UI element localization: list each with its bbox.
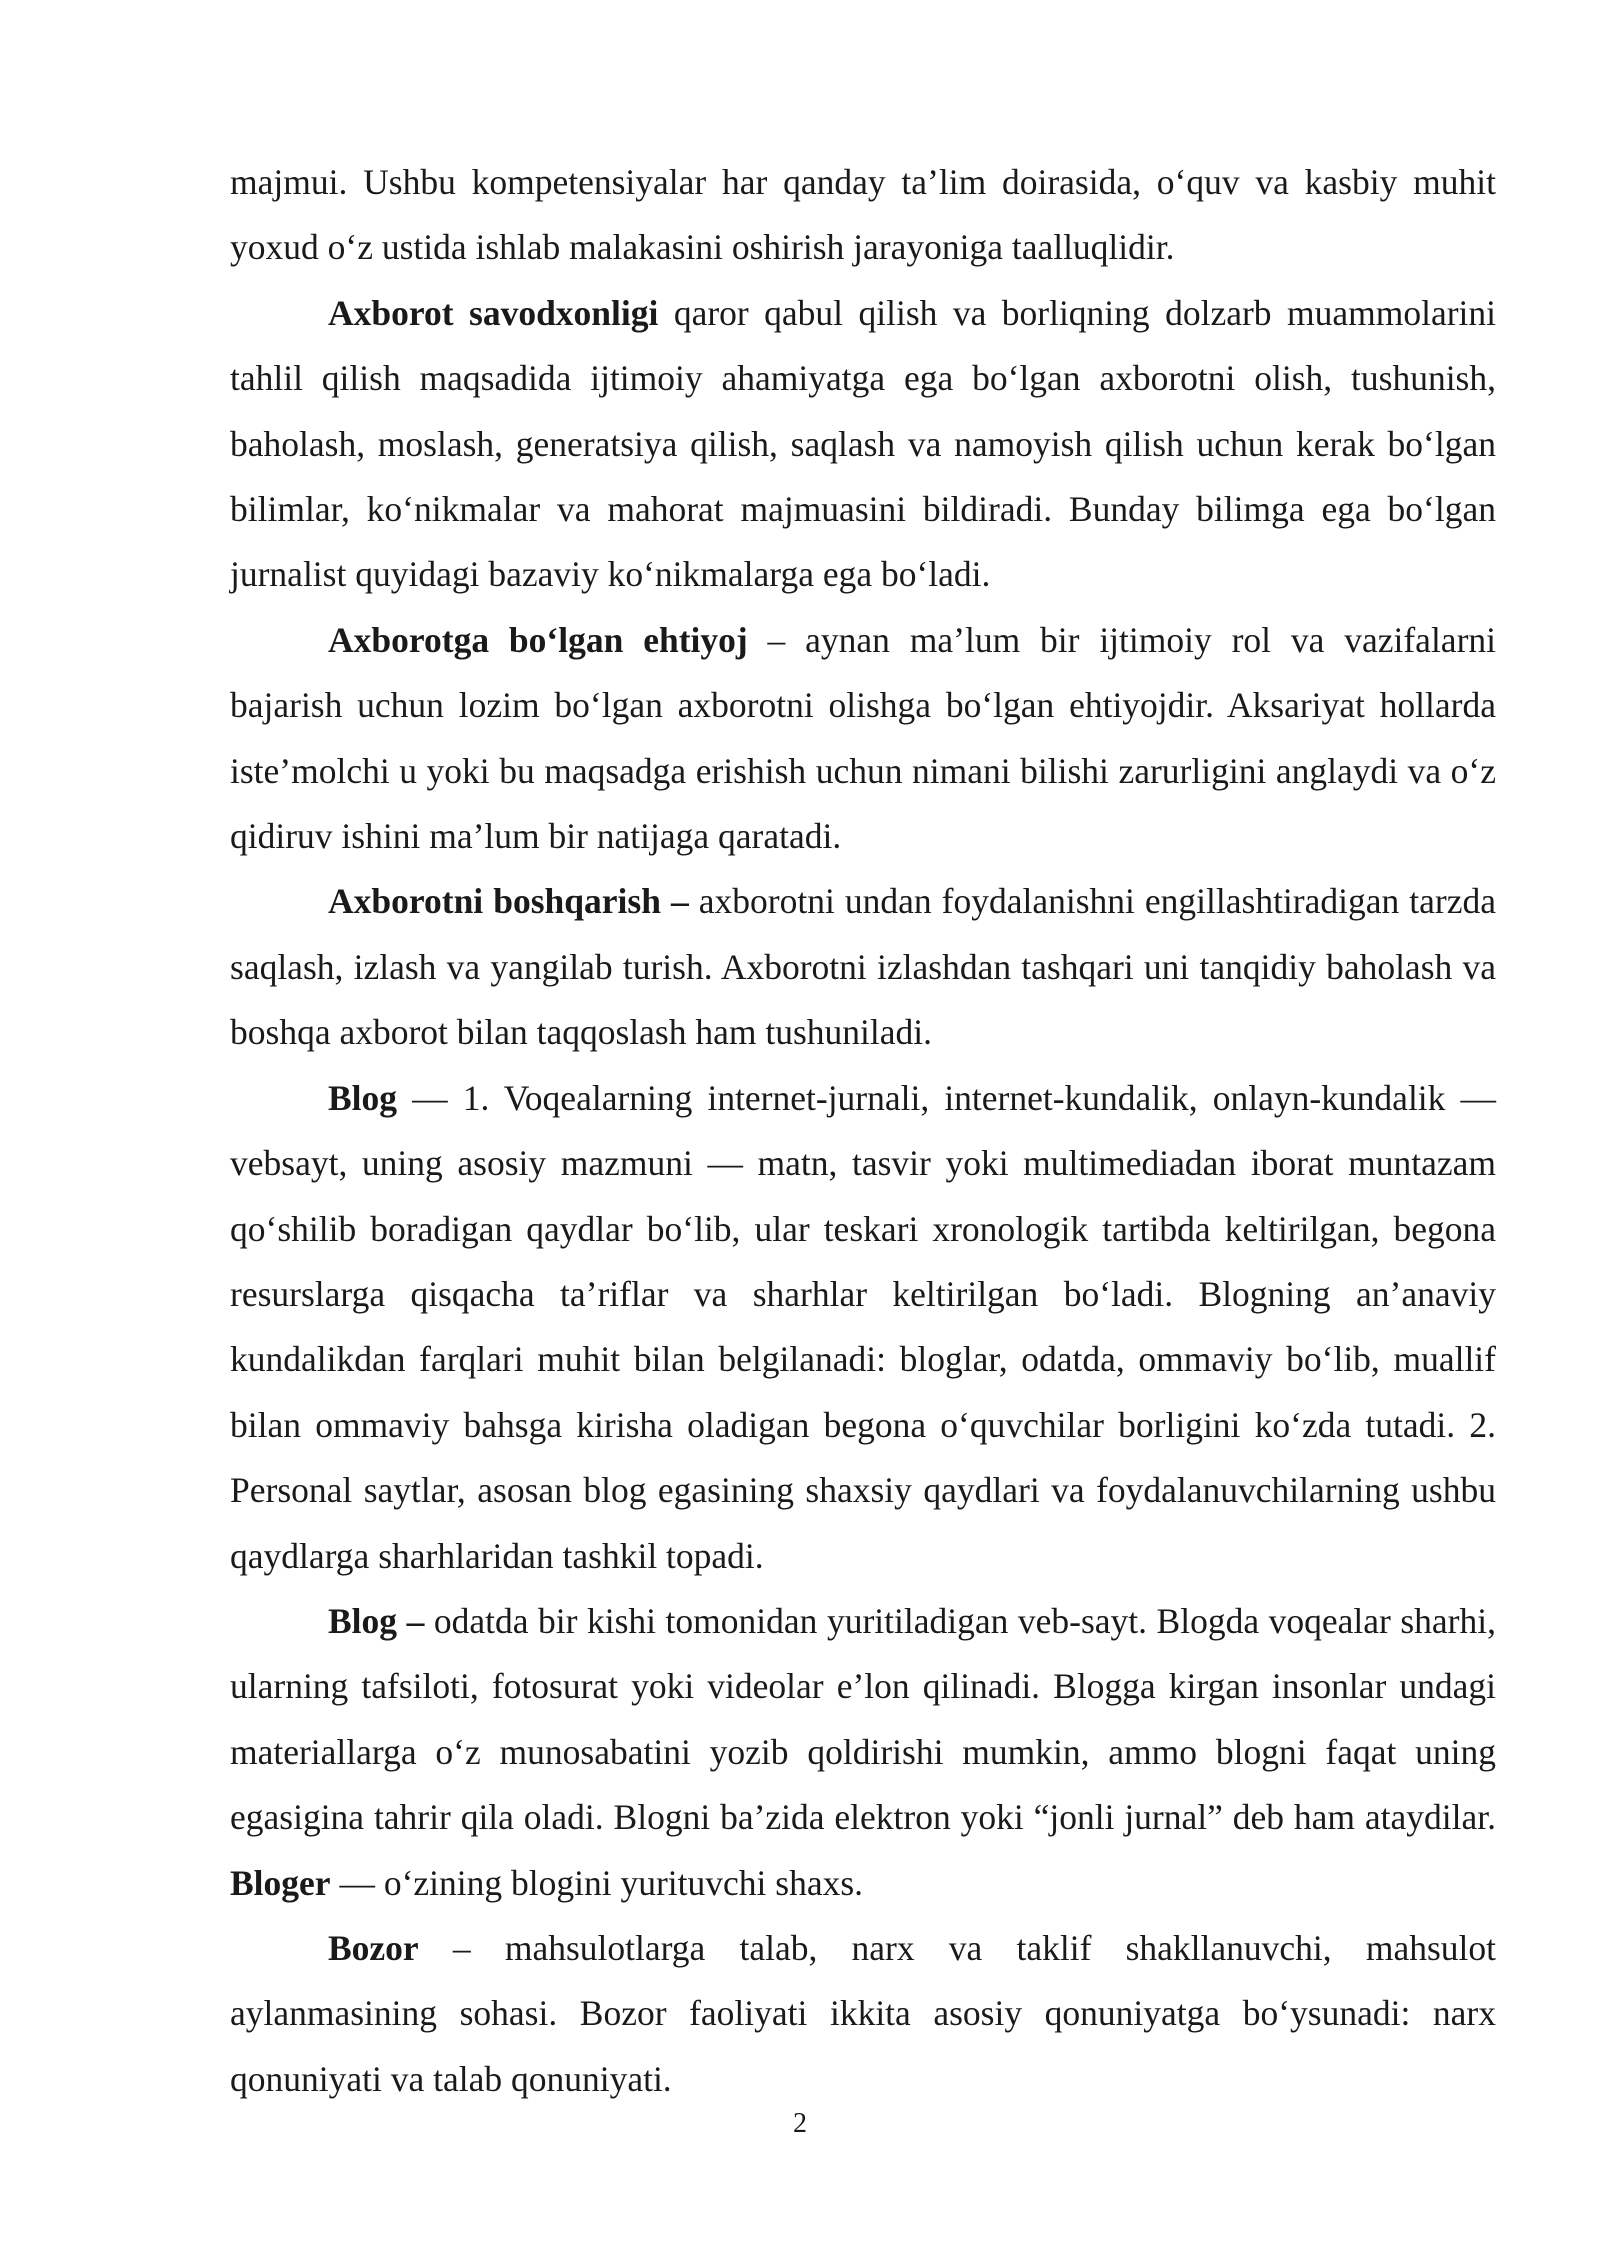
- term-heading: Blog –: [328, 1600, 425, 1641]
- body-text: [230, 150, 1496, 2112]
- term-heading: Axborotga bo‘lgan ehtiyoj: [328, 619, 748, 660]
- definition-blog-2: [230, 1589, 1496, 1916]
- definition-axborotni-boshqarish: [230, 869, 1496, 1065]
- term-heading: Axborotni boshqarish –: [328, 881, 689, 922]
- definition-text: qaror qabul qilish va borliqning dolzarb muammolarini tahlil qilish maqsadida ijtimoiy ahamiyatga ega bo‘lgan axborotni olish, tushunish, baholash, moslash, generatsiya qilish, saqlash va namoyish qilish uchun kerak bo‘lgan bilimlar, ko‘nikmalar va mahorat majmuasini bildiradi. Bunday bilimga ega bo‘lgan jurnalist quyidagi bazaviy ko‘nikmalarga ega bo‘ladi.: [230, 292, 1496, 595]
- term-heading: Axborot savodxonligi: [328, 292, 659, 333]
- term-heading: Bozor: [328, 1927, 419, 1968]
- definition-text: – mahsulotlarga talab, narx va taklif shakllanuvchi, mahsulot aylanmasining sohasi. Bozor faoliyati ikkita asosiy qonuniyatga bo‘ysunadi: narx qonuniyati va talab qonuniyati.: [230, 1927, 1496, 2099]
- definition-axborotga-bolgan-ehtiyoj: [230, 608, 1496, 870]
- definition-text: odatda bir kishi tomonidan yuritiladigan veb-sayt. Blogda voqealar sharhi, ularning tafsiloti, fotosurat yoki videolar e’lon qilinadi. Blogga kirgan insonlar undagi materiallarga o‘z munosabatini yozib qoldirishi mumkin, ammo blogni faqat uning egasigina tahrir qila oladi. Blogni ba’zida elektron yoki “jonli jurnal” deb ham ataydilar.: [230, 1600, 1496, 1838]
- definition-text: — 1. Voqealarning internet-jurnali, internet-kundalik, onlayn-kundalik — vebsayt, uning asosiy mazmuni — matn, tasvir yoki multimediadan iborat muntazam qo‘shilib boradigan qaydlar bo‘lib, ular teskari xronologik tartibda keltirilgan, begona resurslarga qisqacha ta’riflar va sharhlar keltirilgan bo‘ladi. Blogning an’anaviy kundalikdan farqlari muhit bilan belgilanadi: bloglar, odatda, ommaviy bo‘lib, muallif bilan ommaviy bahsga kirisha oladigan begona o‘quvchilar borligini ko‘zda tutadi. 2. Personal saytlar, asosan blog egasining shaxsiy qaydlari va foydalanuvchilarning ushbu qaydlarga sharhlaridan tashkil topadi.: [230, 1077, 1496, 1576]
- paragraph-continuation: [230, 150, 1496, 281]
- term-heading: Blog: [328, 1077, 398, 1118]
- definition-text: axborotni undan foydalanishni engillashtiradigan tarzda saqlash, izlash va yangilab turish. Axborotni izlashdan tashqari uni tanqidiy baholash va boshqa axborot bilan taqqoslash ham tushuniladi.: [230, 881, 1496, 1053]
- paragraph-text: majmui. Ushbu kompetensiyalar har qanday ta’lim doirasida, o‘quv va kasbiy muhit yoxud o‘z ustida ishlab malakasini oshirish jarayoniga taalluqlidir.: [230, 162, 1496, 268]
- definition-text: – aynan ma’lum bir ijtimoiy rol va vazifalarni bajarish uchun lozim bo‘lgan axborotni olishga bo‘lgan ehtiyojdir. Aksariyat hollarda iste’molchi u yoki bu maqsadga erishish uchun nimani bilishi zarurligini anglaydi va o‘z qidiruv ishini ma’lum bir natijaga qaratadi.: [230, 619, 1496, 857]
- definition-blog-1: [230, 1066, 1496, 1589]
- definition-text-bloger: — o‘zining blogini yurituvchi shaxs.: [330, 1862, 864, 1903]
- definition-axborot-savodxonligi: [230, 281, 1496, 608]
- definition-bozor: [230, 1916, 1496, 2112]
- term-heading-bloger: Bloger: [230, 1862, 331, 1903]
- page-number: 2: [793, 2108, 807, 2139]
